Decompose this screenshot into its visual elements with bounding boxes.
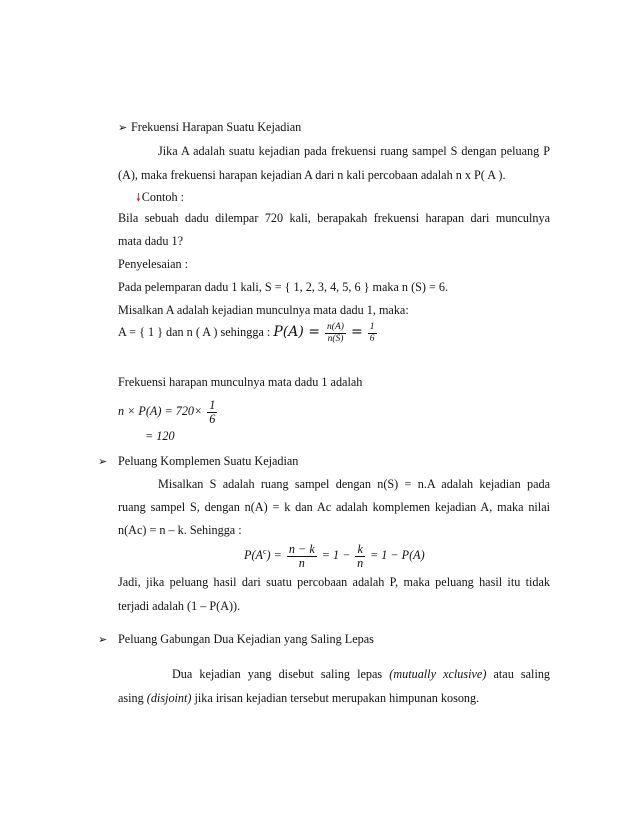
section2-heading: ➢ Peluang Komplemen Suatu Kejadian (98, 454, 299, 468)
section1-paragraph-line1: Jika A adalah suatu kejadian pada frekuensi ruang sampel S dengan peluang P (158, 144, 550, 158)
down-arrow-bullet-icon: 🠗 (136, 192, 141, 204)
conclusion-line2: terjadi adalah (1 – P(A)). (118, 599, 241, 613)
frequency-text: Frekuensi harapan munculnya mata dadu 1 adalah (118, 375, 363, 389)
contoh-label: 🠗Contoh : (136, 190, 185, 204)
solution-step1: Pada pelemparan dadu 1 kali, S = { 1, 2, 3, 4, 5, 6 } maka n (S) = 6. (118, 280, 449, 294)
conclusion-line1: Jadi, jika peluang hasil dari suatu percobaan adalah P, maka peluang hasil itu tidak (118, 575, 550, 589)
section1-heading: ➢ Frekuensi Harapan Suatu Kejadian (118, 120, 302, 134)
solution-step3: A = { 1 } dan n ( A ) sehingga : P(A) = $\frac{n(A)}{n(S)}$ = $\frac{1}{6}$ (118, 318, 379, 346)
probability-formula: P(A) = $\frac{n(A)}{n(S)}$ = $\frac{1}{6}$ (273, 321, 375, 344)
arrow-bullet-icon: ➢ (98, 456, 108, 468)
question-line2: mata dadu 1? (118, 234, 183, 248)
section2-paragraph-line1: Misalkan S adalah ruang sampel dengan n(S) = n.A adalah kejadian pada (158, 477, 550, 491)
section2-paragraph-line2: ruang sampel S, dengan n(A) = k dan Ac adalah komplemen kejadian A, maka nilai (118, 500, 550, 514)
expected-frequency-result: = 120 (145, 429, 175, 443)
question-line1: Bila sebuah dadu dilempar 720 kali, berapakah frekuensi harapan dari munculnya (118, 211, 550, 225)
solution-step2: Misalkan A adalah kejadian munculnya mata dadu 1, maka: (118, 303, 409, 317)
section2-paragraph-line3: n(Ac) = n – k. Sehingga : (118, 523, 242, 537)
complement-formula: $P(A^c)$ = $\frac{n - k}{n}$ = 1 − $\frac{k}{n}$ = 1 − P(A) (244, 541, 425, 570)
expected-frequency-formula: n × P(A) = 720× $\frac{1}{6}$ (118, 397, 216, 426)
section1-paragraph-line2: (A), maka frekuensi harapan kejadian A dari n kali percobaan adalah n x P( A ). (118, 168, 506, 182)
arrow-bullet-icon: ➢ (98, 634, 108, 646)
penyelesaian-label: Penyelesaian : (118, 257, 189, 271)
arrow-bullet-icon: ➢ (118, 122, 128, 134)
section3-paragraph-line2: asing (disjoint) jika irisan kejadian tersebut merupakan himpunan kosong. (118, 691, 480, 705)
section3-heading: ➢ Peluang Gabungan Dua Kejadian yang Saling Lepas (98, 632, 374, 646)
section3-paragraph-line1: Dua kejadian yang disebut saling lepas (mutually xclusive) atau saling (172, 667, 551, 681)
